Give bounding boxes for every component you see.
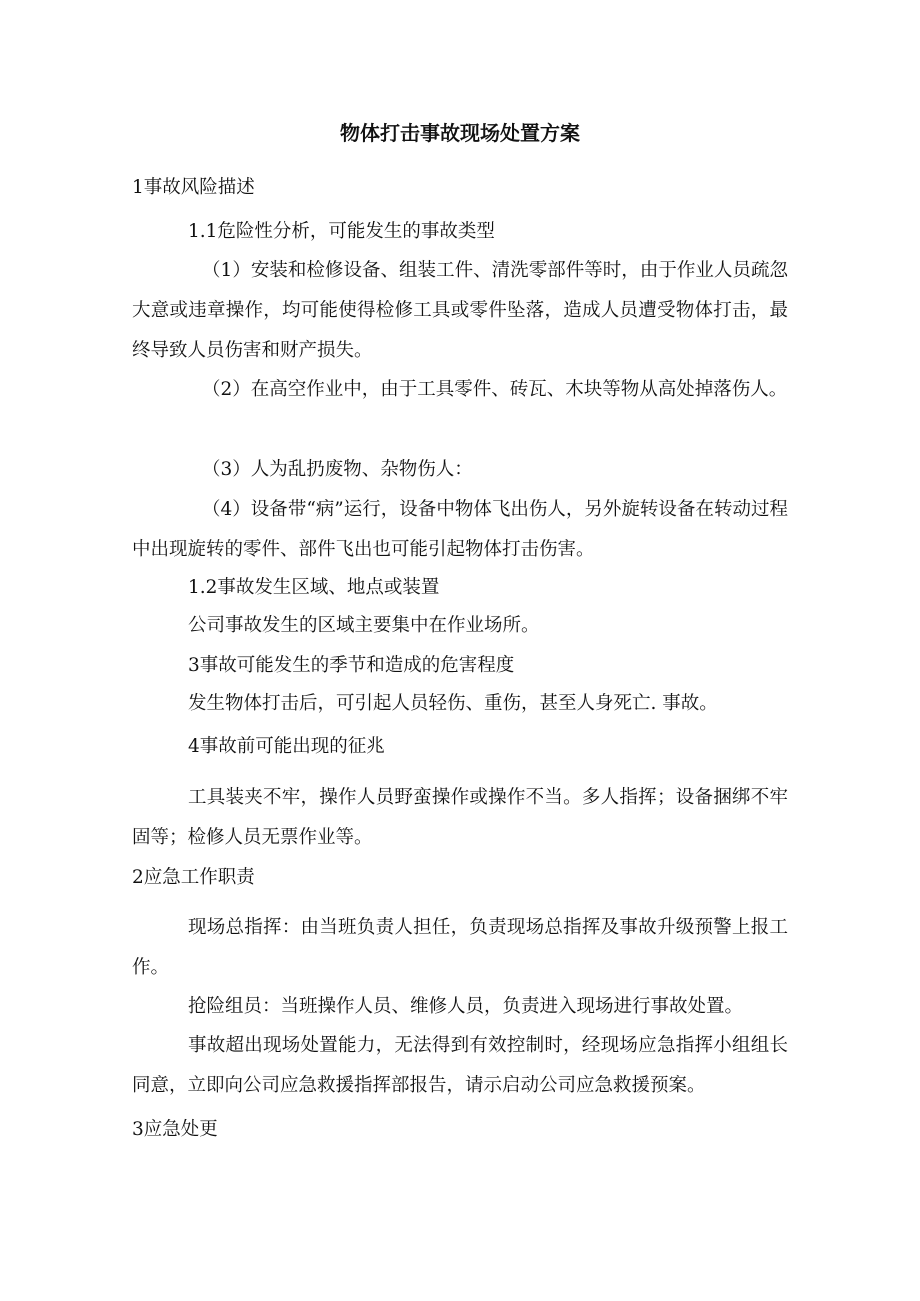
section-3-heading: 3应急处更 bbox=[132, 1119, 218, 1140]
section-1-2-heading: 1.2事故发生区域、地点或装置 bbox=[188, 577, 440, 598]
section-2-heading: 2应急工作职责 bbox=[132, 867, 255, 888]
section-1-1-heading: 1.1危险性分析，可能发生的事故类型 bbox=[188, 221, 495, 242]
section-1-3-heading: 3事故可能发生的季节和造成的危害程度 bbox=[188, 655, 515, 676]
document-title: 物体打击事故现场处置方案 bbox=[340, 121, 580, 145]
hazard-item-3: （3）人为乱扔废物、杂物伤人： bbox=[202, 459, 473, 480]
hazard-item-4: （4）设备带“病”运行，设备中物体飞出伤人，另外旋转设备在转动过程中出现旋转的零件、部件飞出也可能引起物体打击伤害。 bbox=[132, 499, 788, 560]
hazard-item-2: （2）在高空作业中，由于工具零件、砖瓦、木块等物从高处掉落伤人。 bbox=[202, 379, 788, 400]
section-1-3-text: 发生物体打击后，可引起人员轻伤、重伤，甚至人身死亡. 事故。 bbox=[188, 693, 718, 714]
section-1-heading: 1事故风险描述 bbox=[132, 177, 255, 198]
duty-commander: 现场总指挥：由当班负责人担任，负责现场总指挥及事故升级预警上报工作。 bbox=[132, 917, 788, 978]
section-1-4-text: 工具装夹不牢，操作人员野蛮操作或操作不当。多人指挥；设备捆绑不牢固等；检修人员无票作业等。 bbox=[132, 787, 788, 848]
section-1-4-heading: 4事故前可能出现的征兆 bbox=[188, 736, 385, 757]
section-1-2-text: 公司事故发生的区域主要集中在作业场所。 bbox=[188, 615, 540, 636]
hazard-item-1: （1）安装和检修设备、组装工件、清洗零部件等时，由于作业人员疏忽大意或违章操作，均可能使得检修工具或零件坠落，造成人员遭受物体打击，最终导致人员伤害和财产损失。 bbox=[132, 260, 788, 361]
duty-rescue-team: 抢险组员：当班操作人员、维修人员，负责进入现场进行事故处置。 bbox=[188, 996, 744, 1017]
duty-escalation: 事故超出现场处置能力，无法得到有效控制时，经现场应急指挥小组组长同意，立即向公司应急救援指挥部报告，请示启动公司应急救援预案。 bbox=[132, 1035, 788, 1096]
